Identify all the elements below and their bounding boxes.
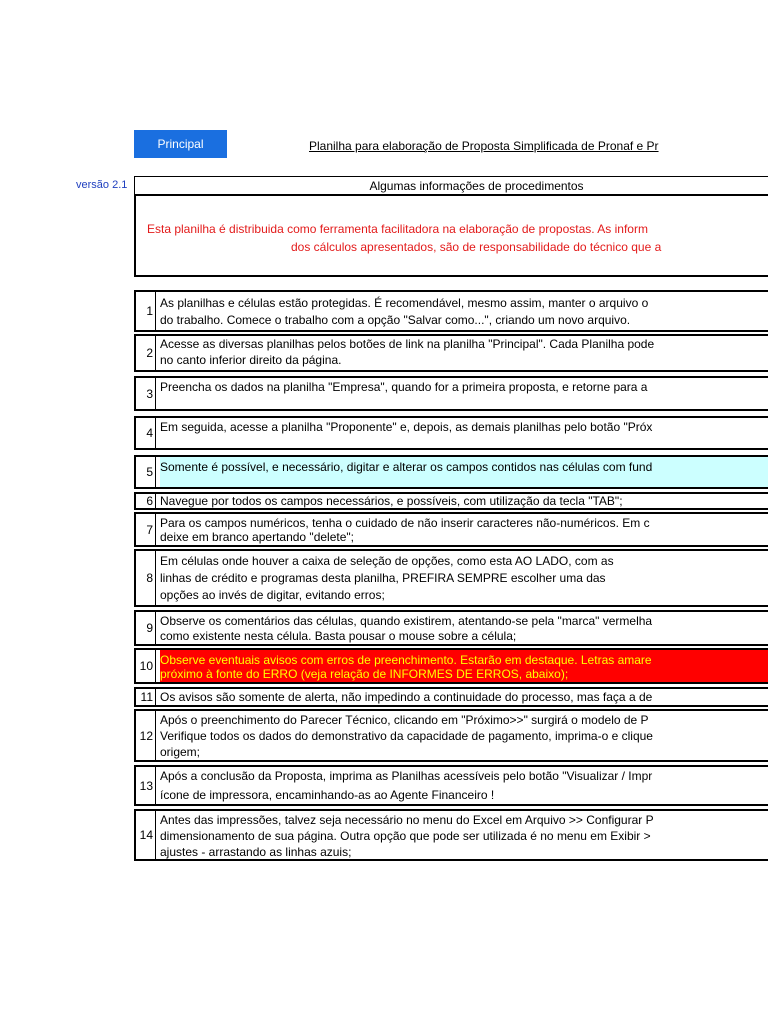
procedure-number: 1 bbox=[136, 292, 156, 330]
info-heading bbox=[134, 176, 768, 194]
procedure-number: 8 bbox=[136, 551, 156, 605]
procedure-text-line: Em células onde houver a caixa de seleção de opções, como esta AO LADO, com as bbox=[160, 554, 614, 568]
procedure-row bbox=[134, 610, 768, 646]
procedure-text-line: Antes das impressões, talvez seja necessário no menu do Excel em Arquivo >> Configurar P bbox=[160, 813, 654, 827]
procedure-text-line: Observe os comentários das células, quando existirem, atentando-se pela "marca" vermelha bbox=[160, 614, 653, 628]
procedure-row bbox=[134, 687, 768, 707]
procedure-text bbox=[160, 494, 768, 508]
procedure-text-line: no canto inferior direito da página. bbox=[160, 353, 342, 367]
procedure-row bbox=[134, 549, 768, 607]
procedure-text-line: Preencha os dados na planilha "Empresa", quando for a primeira proposta, e retorne para a bbox=[160, 380, 648, 394]
procedure-text-line: Após a conclusão da Proposta, imprima as Planilhas acessíveis pelo botão "Visualizar / Impr bbox=[160, 769, 653, 783]
procedure-text-line: Acesse as diversas planilhas pelos botões de link na planilha "Principal". Cada Planilha pode bbox=[160, 337, 655, 351]
version-label: versão 2.1 bbox=[76, 179, 128, 191]
procedure-row bbox=[134, 376, 768, 411]
procedure-number: 4 bbox=[136, 418, 156, 448]
procedure-text-line: As planilhas e células estão protegidas. É recomendável, mesmo assim, manter o arquivo o bbox=[160, 296, 649, 310]
procedure-text-line: ícone de impressora, encaminhando-as ao Agente Financeiro ! bbox=[160, 788, 495, 802]
procedure-text-line: dimensionamento de sua página. Outra opção que pode ser utilizada é no menu em Exibir > bbox=[160, 829, 651, 843]
notice-line-1: Esta planilha é distribuida como ferramenta facilitadora na elaboração de propostas. As inform bbox=[147, 222, 648, 236]
procedure-text-line: Verifique todos os dados do demonstrativo da capacidade de pagamento, imprima-o e clique bbox=[160, 729, 653, 743]
procedure-row bbox=[134, 290, 768, 332]
procedure-text bbox=[160, 650, 768, 682]
info-heading-text: Algumas informações de procedimentos bbox=[369, 179, 584, 193]
procedure-text bbox=[160, 551, 768, 605]
procedure-number: 14 bbox=[136, 811, 156, 859]
principal-button[interactable]: Principal bbox=[134, 130, 227, 158]
procedure-text-line: origem; bbox=[160, 745, 201, 759]
procedure-text bbox=[160, 711, 768, 760]
procedure-number: 13 bbox=[136, 767, 156, 804]
procedure-text-line: próximo à fonte do ERRO (veja relação de INFORMES DE ERROS, abaixo); bbox=[160, 667, 569, 681]
procedure-text-line: Navegue por todos os campos necessários, e possíveis, com utilização da tecla "TAB"; bbox=[160, 494, 623, 508]
procedure-number: 5 bbox=[136, 457, 156, 487]
procedure-text bbox=[160, 378, 768, 409]
page-title: Planilha para elaboração de Proposta Simplificada de Pronaf e Pr bbox=[309, 139, 659, 153]
procedure-row bbox=[134, 809, 768, 861]
procedure-text-line: Observe eventuais avisos com erros de preenchimento. Estarão em destaque. Letras amare bbox=[160, 653, 652, 667]
procedure-row bbox=[134, 648, 768, 684]
procedure-text-line: opções ao invés de digitar, evitando erros; bbox=[160, 588, 385, 602]
procedure-text-line: ajustes - arrastando as linhas azuis; bbox=[160, 845, 352, 859]
procedure-text bbox=[160, 418, 768, 448]
procedure-text bbox=[160, 292, 768, 330]
procedure-row bbox=[134, 334, 768, 372]
procedure-text bbox=[160, 811, 768, 859]
procedure-number: 12 bbox=[136, 711, 156, 760]
notice-line-2: dos cálculos apresentados, são de responsabilidade do técnico que a bbox=[291, 240, 662, 254]
procedure-row bbox=[134, 416, 768, 450]
procedure-row bbox=[134, 455, 768, 489]
procedure-row bbox=[134, 492, 768, 510]
procedure-number: 6 bbox=[136, 494, 156, 508]
procedure-text bbox=[160, 612, 768, 644]
procedure-text-line: Em seguida, acesse a planilha "Proponente" e, depois, as demais planilhas pelo botão "Próx bbox=[160, 420, 653, 434]
procedure-text-line: Para os campos numéricos, tenha o cuidado de não inserir caracteres não-numéricos. Em c bbox=[160, 516, 650, 530]
procedure-number: 10 bbox=[136, 650, 156, 682]
procedure-number: 7 bbox=[136, 514, 156, 545]
procedure-text bbox=[160, 336, 768, 370]
procedure-text bbox=[160, 457, 768, 487]
procedure-row bbox=[134, 709, 768, 762]
procedure-number: 11 bbox=[136, 689, 156, 705]
procedure-text-line: linhas de crédito e programas desta planilha, PREFIRA SEMPRE escolher uma das bbox=[160, 571, 606, 585]
procedure-row bbox=[134, 765, 768, 806]
procedure-row bbox=[134, 512, 768, 547]
procedure-text-line: Após o preenchimento do Parecer Técnico, clicando em "Próximo>>" surgirá o modelo de P bbox=[160, 713, 649, 727]
procedure-text bbox=[160, 689, 768, 705]
procedure-text bbox=[160, 767, 768, 804]
procedure-text-line: como existente nesta célula. Basta pousar o mouse sobre a célula; bbox=[160, 629, 517, 643]
procedure-text-line: Somente é possível, e necessário, digitar e alterar os campos contidos nas células com fund bbox=[160, 460, 653, 474]
procedure-text-line: deixe em branco apertando "delete"; bbox=[160, 530, 354, 544]
procedure-number: 3 bbox=[136, 378, 156, 409]
procedure-number: 9 bbox=[136, 612, 156, 644]
procedure-text-line: Os avisos são somente de alerta, não impedindo a continuidade do processo, mas faça a de bbox=[160, 690, 653, 704]
procedure-text-line: do trabalho. Comece o trabalho com a opção "Salvar como...", criando um novo arquivo. bbox=[160, 313, 631, 327]
procedure-number: 2 bbox=[136, 336, 156, 370]
notice-box bbox=[134, 194, 768, 277]
procedure-text bbox=[160, 514, 768, 545]
